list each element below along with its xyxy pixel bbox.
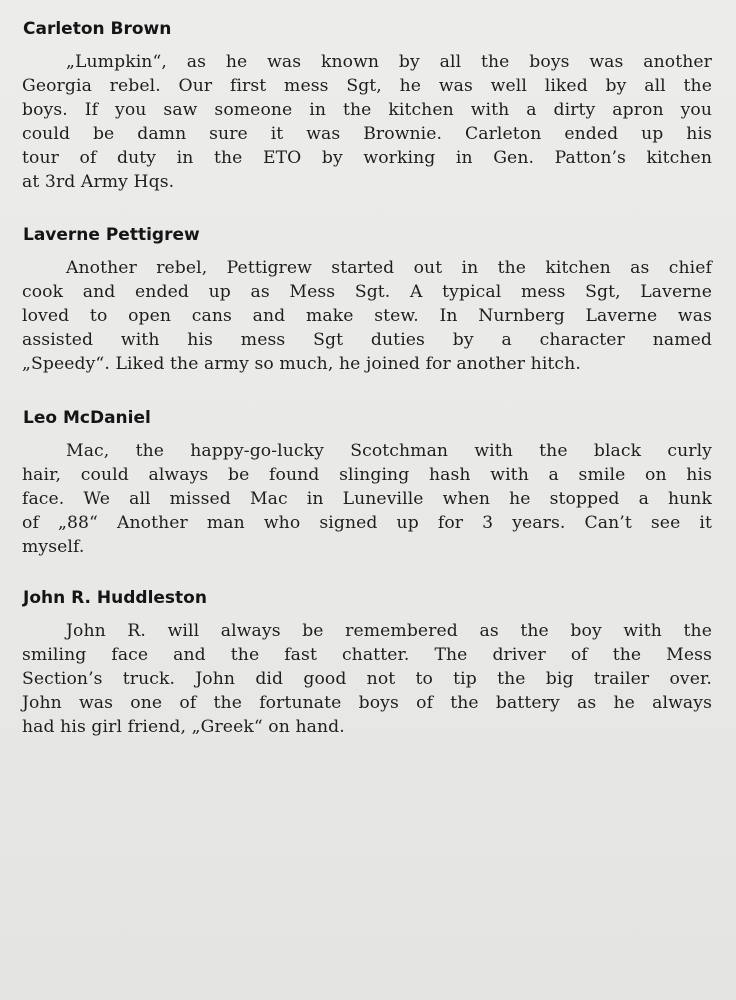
text-line: loved to open cans and make stew. In Nurnberg Laverne was bbox=[22, 306, 712, 326]
text-line: cook and ended up as Mess Sgt. A typical mess Sgt, Laverne bbox=[22, 282, 712, 302]
entry-carleton-brown bbox=[22, 19, 712, 194]
text-line: at 3rd Army Hqs. bbox=[22, 172, 175, 192]
text-line: assisted with his mess Sgt duties by a character named bbox=[22, 330, 712, 350]
text-line: John was one of the fortunate boys of the battery as he always bbox=[22, 693, 712, 713]
text-line: had his girl friend, „Greek“ on hand. bbox=[22, 717, 345, 737]
entry-leo-mcdaniel bbox=[22, 408, 712, 559]
text-line: face. We all missed Mac in Luneville when he stopped a hunk bbox=[22, 489, 712, 509]
text-line: „Speedy“. Liked the army so much, he joined for another hitch. bbox=[22, 354, 581, 374]
entry-john-huddleston bbox=[22, 588, 712, 739]
text-line: „Lumpkin“, as he was known by all the boys was another bbox=[66, 52, 712, 72]
text-line: could be damn sure it was Brownie. Carleton ended up his bbox=[22, 124, 712, 144]
text-line: Another rebel, Pettigrew started out in the kitchen as chief bbox=[66, 258, 712, 278]
text-line: smiling face and the fast chatter. The driver of the Mess bbox=[22, 645, 712, 665]
text-line: tour of duty in the ETO by working in Gen. Patton’s kitchen bbox=[22, 148, 712, 168]
entry-name: Leo McDaniel bbox=[23, 408, 151, 428]
text-line: Section’s truck. John did good not to tip the big trailer over. bbox=[22, 669, 712, 689]
entry-laverne-pettigrew bbox=[22, 225, 712, 376]
text-line: boys. If you saw someone in the kitchen with a dirty apron you bbox=[22, 100, 712, 120]
entry-name: Laverne Pettigrew bbox=[23, 225, 200, 245]
text-line: Mac, the happy-go-lucky Scotchman with the black curly bbox=[66, 441, 712, 461]
text-line: hair, could always be found slinging hash with a smile on his bbox=[22, 465, 712, 485]
text-line: Georgia rebel. Our first mess Sgt, he was well liked by all the bbox=[22, 76, 712, 96]
text-line: John R. will always be remembered as the boy with the bbox=[66, 621, 712, 641]
text-line: of „88“ Another man who signed up for 3 years. Can’t see it bbox=[22, 513, 712, 533]
entry-name: John R. Huddleston bbox=[23, 588, 207, 608]
text-line: myself. bbox=[22, 537, 85, 557]
entry-name: Carleton Brown bbox=[23, 19, 172, 39]
